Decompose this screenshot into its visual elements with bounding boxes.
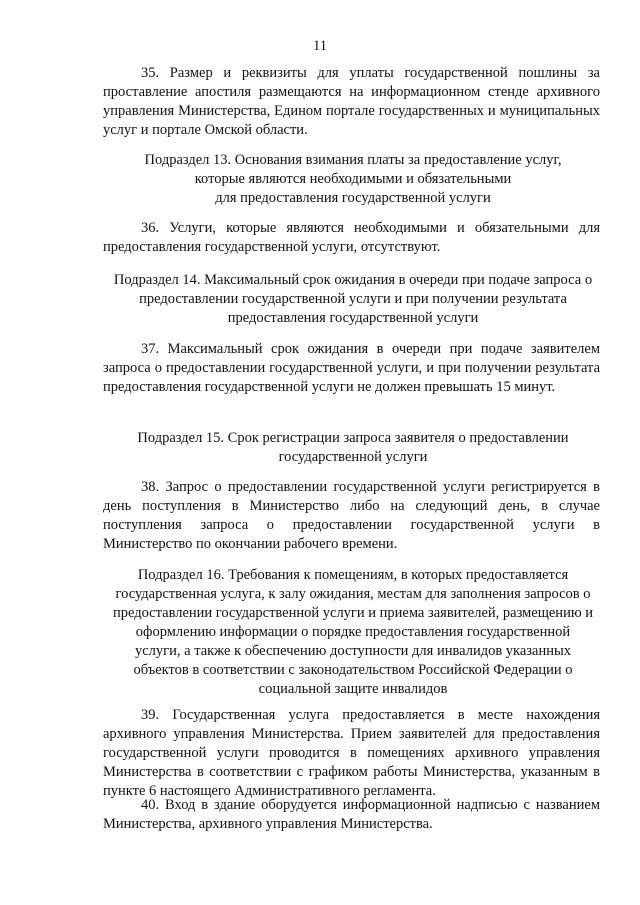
heading-subsection-16 [96, 566, 610, 699]
heading-line: услуги, а также к обеспечению доступности для инвалидов указанных [135, 643, 571, 659]
paragraph-37: 37. Максимальный срок ожидания в очереди при подаче заявителем запроса о предоставлении государственной услуги, и при получении результата предоставления государственной услуги не должен превышать 15 минут. [103, 341, 600, 395]
heading-line: для предоставления государственной услуги [215, 190, 491, 206]
heading-line: предоставлении государственной услуги и при получении результата [139, 291, 567, 307]
heading-line: Подраздел 15. Срок регистрации запроса заявителя о предоставлении [137, 430, 569, 446]
paragraph-39: 39. Государственная услуга предоставляется в месте нахождения архивного управления Министерства. Прием заявителей для предоставления государственной услуги проводится в помещениях архивного управления Министерства в соответствии с графиком работы Министерства, указанным в пункте 6 настоящего Административного регламента. [103, 707, 600, 799]
heading-line: которые являются необходимыми и обязательными [194, 171, 512, 187]
heading-subsection-14 [96, 271, 610, 328]
heading-line: государственной услуги [278, 449, 428, 465]
heading-line: Подраздел 16. Требования к помещениям, в которых предоставляется [137, 567, 569, 583]
paragraph-38: 38. Запрос о предоставлении государственной услуги регистрируется в день поступления в Министерство либо на следующий день, в случае поступления запроса о предоставлении государственной услуги в Министерство по окончании рабочего времени. [103, 479, 600, 552]
heading-line: предоставления государственной услуги [227, 310, 479, 326]
heading-line: социальной защите инвалидов [258, 681, 448, 697]
heading-line: предоставлении государственной услуги и приема заявителей, размещению и [112, 605, 594, 621]
heading-line: Подраздел 13. Основания взимания платы за предоставление услуг, [144, 152, 562, 168]
paragraph-35: 35. Размер и реквизиты для уплаты государственной пошлины за проставление апостиля размещаются на информационном стенде архивного управления Министерства, Едином портале государственных и муниципальных услуг и портале Омской области. [103, 65, 600, 138]
page-number: 11 [313, 38, 327, 54]
paragraph-40: 40. Вход в здание оборудуется информационной надписью с названием Министерства, архивного управления Министерства. [103, 797, 600, 832]
heading-subsection-15 [96, 429, 610, 467]
heading-line: оформлению информации о порядке предоставления государственной [135, 624, 571, 640]
paragraph-36: 36. Услуги, которые являются необходимыми и обязательными для предоставления государственной услуги, отсутствуют. [103, 220, 600, 255]
heading-line: государственная услуга, к залу ожидания, местам для заполнения запросов о [115, 586, 591, 602]
heading-line: объектов в соответствии с законодательством Российской Федерации о [133, 662, 573, 678]
heading-line: Подраздел 14. Максимальный срок ожидания в очереди при подаче запроса о [113, 272, 593, 288]
heading-subsection-13 [96, 151, 610, 208]
